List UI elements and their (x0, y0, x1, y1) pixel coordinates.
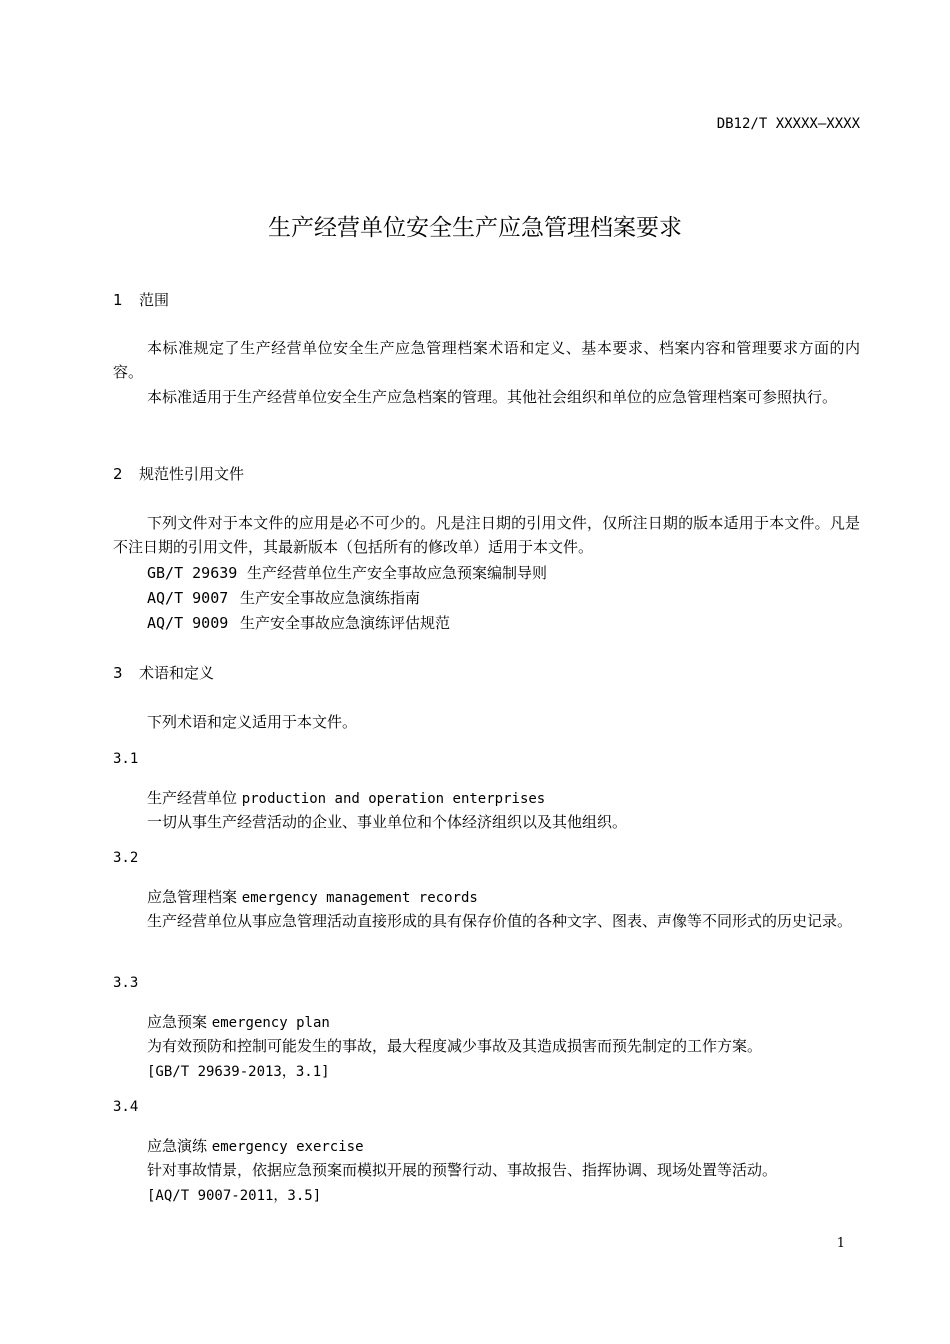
term-entry (147, 1011, 330, 1032)
term-english: emergency exercise (211, 1139, 364, 1155)
clause-number: 3.2 (113, 850, 139, 866)
section-number: 1 (113, 291, 123, 309)
term-entry (147, 787, 545, 808)
document-title: 生产经营单位安全生产应急管理档案要求 (268, 215, 682, 241)
section-heading-scope (113, 289, 169, 310)
term-definition: 针对事故情景，依据应急预案而模拟开展的预警行动、事故报告、指挥协调、现场处置等活动。 (147, 1161, 778, 1179)
paragraph-scope-2: 本标准适用于生产经营单位安全生产应急档案的管理。其他社会组织和单位的应急管理档案可参照执行。 (147, 388, 838, 406)
section-title: 范围 (139, 291, 170, 309)
reference-code: AQ/T 9009 (147, 614, 229, 632)
term-definition: 一切从事生产经营活动的企业、事业单位和个体经济组织以及其他组织。 (147, 813, 628, 831)
term-entry (147, 886, 478, 907)
clause-number: 3.4 (113, 1099, 139, 1115)
clause-number: 3.1 (113, 751, 139, 767)
reference-item (147, 612, 450, 633)
reference-item (147, 562, 547, 583)
document-number: DB12/T XXXXX—XXXX (716, 116, 860, 132)
section-title: 术语和定义 (139, 664, 215, 682)
term-chinese: 生产经营单位 (147, 789, 238, 807)
term-definition: 生产经营单位从事应急管理活动直接形成的具有保存价值的各种文字、图表、声像等不同形式的历史记录。 (147, 912, 853, 930)
term-chinese: 应急预案 (147, 1013, 208, 1031)
reference-item (147, 587, 420, 608)
reference-code: AQ/T 9007 (147, 589, 229, 607)
section-number: 3 (113, 664, 123, 682)
term-chinese: 应急演练 (147, 1137, 208, 1155)
term-chinese: 应急管理档案 (147, 888, 238, 906)
reference-code: GB/T 29639 (147, 564, 238, 582)
term-source: [AQ/T 9007-2011，3.5] (147, 1188, 322, 1204)
section-number: 2 (113, 465, 123, 483)
section-title: 规范性引用文件 (139, 465, 245, 483)
clause-number: 3.3 (113, 975, 139, 991)
section-heading-terms (113, 662, 214, 683)
term-english: emergency management records (241, 890, 478, 906)
reference-name: 生产经营单位生产安全事故应急预案编制导则 (247, 564, 548, 582)
term-english: emergency plan (211, 1015, 330, 1031)
reference-name: 生产安全事故应急演练评估规范 (240, 614, 451, 632)
paragraph-references-intro: 下列文件对于本文件的应用是必不可少的。凡是注日期的引用文件，仅所注日期的版本适用于本文件。凡是不注日期的引用文件，其最新版本（包括所有的修改单）适用于本文件。 (113, 514, 860, 556)
term-english: production and operation enterprises (241, 791, 546, 807)
term-definition: 为有效预防和控制可能发生的事故，最大程度减少事故及其造成损害而预先制定的工作方案。 (147, 1037, 763, 1055)
page-number: 1 (836, 1236, 845, 1251)
term-entry (147, 1135, 364, 1156)
section-heading-normative-references (113, 463, 244, 484)
paragraph-terms-intro: 下列术语和定义适用于本文件。 (147, 713, 358, 731)
term-source: [GB/T 29639-2013，3.1] (147, 1064, 330, 1080)
reference-name: 生产安全事故应急演练指南 (240, 589, 421, 607)
paragraph-scope-1: 本标准规定了生产经营单位安全生产应急管理档案术语和定义、基本要求、档案内容和管理要求方面的内容。 (113, 339, 860, 381)
